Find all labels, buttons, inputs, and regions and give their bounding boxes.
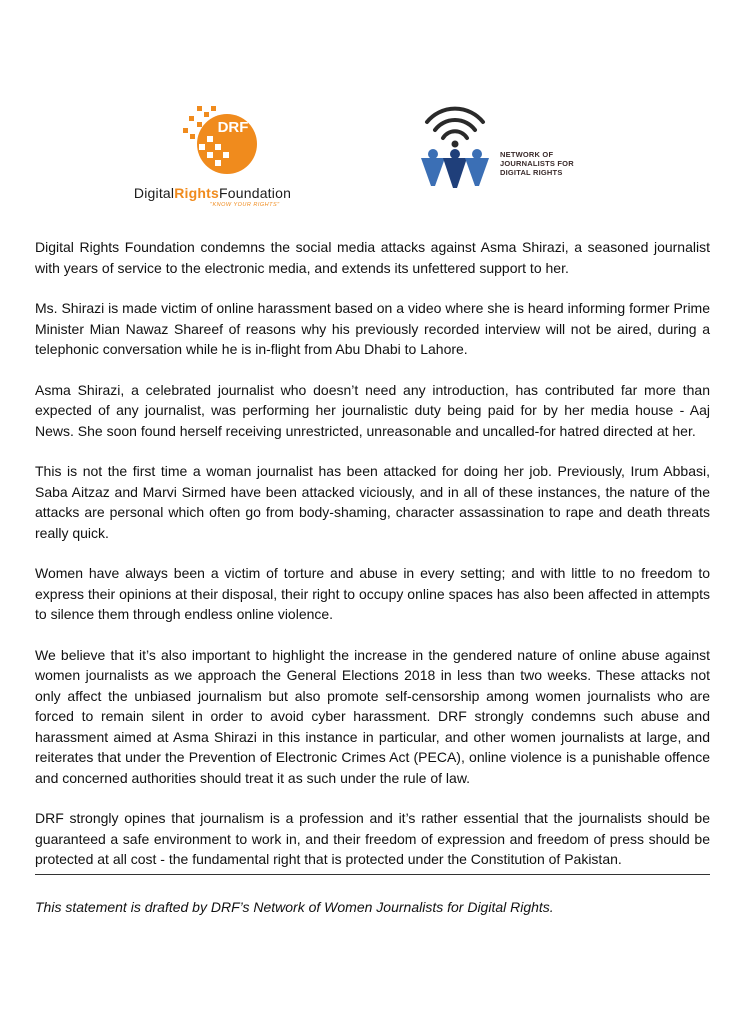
drf-logo-mark-icon <box>175 102 265 177</box>
statement-body <box>35 237 710 890</box>
footer-note: This statement is drafted by DRF’s Network of Women Journalists for Digital Rights. <box>35 899 554 915</box>
drf-logo-initials: DRF <box>217 119 249 136</box>
paragraph: Ms. Shirazi is made victim of online harassment based on a video where she is heard informing former Prime Minister Mian Nawaz Shareef of reasons why his previously recorded interview will not be aired, during a telephonic conversation while he is in-flight from Abu Dhabi to Lahore. <box>35 300 710 357</box>
divider <box>35 874 710 875</box>
njdr-logo-mark-icon <box>415 100 495 190</box>
drf-logo <box>115 102 310 214</box>
njdr-logo-text: NETWORK OF JOURNALISTS FOR DIGITAL RIGHTS <box>500 150 574 177</box>
drf-logo-tagline: "KNOW YOUR RIGHTS" <box>210 202 280 208</box>
paragraph: Digital Rights Foundation condemns the social media attacks against Asma Shirazi, a seasoned journalist with years of service to the electronic media, and extends its unfettered support to her. <box>35 239 710 276</box>
njdr-logo <box>415 100 595 200</box>
paragraph: This is not the first time a woman journalist has been attacked for doing her job. Previously, Irum Abbasi, Saba Aitzaz and Marvi Sirmed have been attacked viciously, and in all of these instances, the nature of the attacks are personal which often go from body-shaming, character assassination to rape and death threats really quick. <box>35 463 710 541</box>
paragraph: DRF strongly opines that journalism is a profession and it’s rather essential that the journalists should be guaranteed a safe environment to work in, and their freedom of expression and freedom of press should be protected at all cost - the fundamental right that is protected under the Constitution of Pakistan. <box>35 810 710 867</box>
paragraph: We believe that it’s also important to highlight the increase in the gendered nature of online abuse against women journalists as we approach the General Elections 2018 in less than two weeks. These attacks not only affect the unbiased journalism but also promote self-censorship among women journalists who are forced to remain silent in order to avoid cyber harassment. DRF strongly condemns such abuse and harassment aimed at Asma Shirazi in this instance in particular, and other women journalists at large, and reiterates that under the Prevention of Electronic Crimes Act (PECA), online violence is a punishable offence and concerned authorities should treat it as such under the rule of law. <box>35 646 710 786</box>
paragraph: Asma Shirazi, a celebrated journalist who doesn’t need any introduction, has contributed far more than expected of any journalist, was performing her journalistic duty being paid for by her media house - Aaj News. She soon found herself receiving unrestricted, unreasonable and uncalled-for hatred directed at her. <box>35 381 710 439</box>
paragraph: Women have always been a victim of torture and abuse in every setting; and with little to no freedom to express their opinions at their disposal, their right to occupy online spaces has also been affected in attempts to silence them through endless online violence. <box>35 565 710 622</box>
drf-logo-wordmark: DigitalRightsFoundation <box>133 185 292 201</box>
